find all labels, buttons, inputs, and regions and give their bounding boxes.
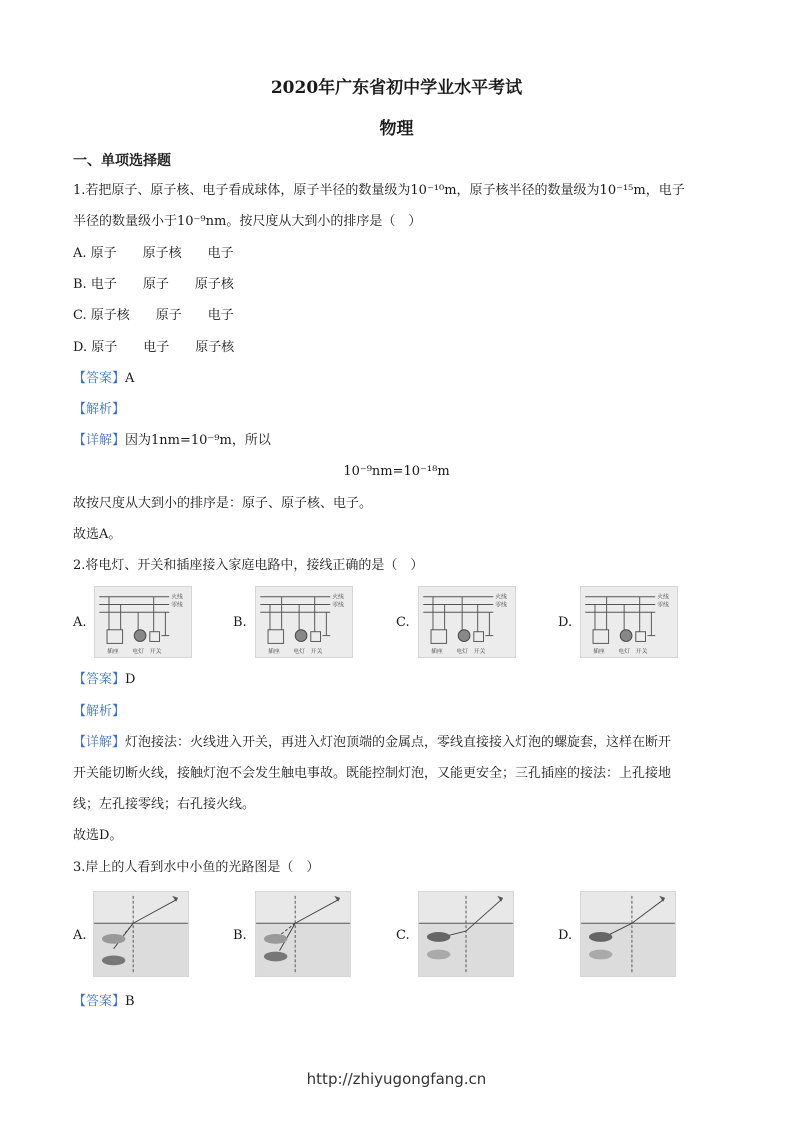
answer-tag: 【答案】 (73, 672, 126, 687)
neutral-wire-label: 零线 (495, 602, 507, 609)
fish-image-icon (102, 934, 125, 944)
neutral-wire-label: 零线 (657, 602, 669, 609)
q2-circuit-figure-b (255, 586, 353, 658)
socket-label: 插座 (593, 649, 605, 656)
socket-label: 插座 (431, 649, 443, 656)
switch-label: 开关 (473, 649, 486, 656)
fish-image-icon (427, 950, 450, 960)
subject-title: 物理 (379, 119, 414, 139)
live-wire-label: 火线 (495, 594, 507, 601)
q2-detail-line3: 线；左孔接零线；右孔接火线。 (73, 797, 256, 812)
socket-label: 插座 (107, 649, 119, 656)
answer-value: B (125, 994, 135, 1009)
neutral-wire-label: 零线 (171, 602, 183, 609)
q1-option-c: C. 原子核 原子 电子 (73, 308, 234, 323)
q2-answer (73, 671, 733, 689)
live-wire-label: 火线 (657, 594, 669, 601)
q1-choose: 故选A。 (73, 527, 122, 542)
q1-stem-line2: 半径的数量级小于10⁻⁹nm。按尺度从大到小的排序是（ ） (73, 214, 422, 229)
q2-circuit-figure-d (580, 586, 678, 658)
switch-label: 开关 (310, 649, 323, 656)
fish-image-icon (589, 950, 612, 960)
q3-stem: 3.岸上的人看到水中小鱼的光路图是（ ） (73, 860, 320, 875)
neutral-wire-label: 零线 (332, 602, 344, 609)
light-path-diagram (419, 892, 513, 976)
live-wire-label: 火线 (171, 594, 183, 601)
q2-option-b-letter: B. (233, 615, 247, 630)
q1-stem-line1: 1.若把原子、原子核、电子看成球体，原子半径的数量级为10⁻¹⁰m，原子核半径的数量级为10⁻¹⁵m，电子 (73, 183, 685, 198)
fish-real-icon (102, 955, 125, 965)
q1-option-a: A. 原子 原子核 电子 (73, 246, 234, 261)
footer-url: http://zhiyugongfang.cn (306, 1070, 487, 1088)
circuit-diagram (419, 587, 515, 657)
light-path-diagram (94, 892, 188, 976)
q2-stem: 2.将电灯、开关和插座接入家庭电路中，接线正确的是（ ） (73, 558, 424, 573)
fish-real-icon (589, 932, 612, 942)
detail-text: 因为1nm=10⁻⁹m，所以 (125, 433, 271, 448)
q3-light-path-figure-d (580, 891, 676, 977)
circuit-diagram (581, 587, 677, 657)
switch-label: 开关 (635, 649, 648, 656)
lamp-label: 电灯 (456, 649, 468, 656)
q3-option-a-letter: A. (73, 928, 87, 943)
q1-formula: 10⁻⁹nm=10⁻¹⁸m (343, 464, 450, 479)
q1-detail (73, 432, 733, 450)
q2-detail-line1 (73, 734, 733, 752)
socket-label: 插座 (268, 649, 280, 656)
section-heading: 一、单项选择题 (73, 153, 171, 169)
q3-light-path-figure-b (255, 891, 351, 977)
q1-option-b: B. 电子 原子 原子核 (73, 277, 234, 292)
q2-analysis-tag: 【解析】 (73, 704, 126, 719)
q3-light-path-figure-c (418, 891, 514, 977)
detail-text: 灯泡接法：火线进入开关，再进入灯泡顶端的金属点，零线直接接入灯泡的螺旋套，这样在断开 (125, 735, 672, 750)
q2-detail-line2: 开关能切断火线，接触灯泡不会发生触电事故。既能控制灯泡，又能更安全；三孔插座的接法：上孔接地 (73, 766, 672, 781)
answer-value: A (125, 371, 135, 386)
q2-circuit-figure-a (94, 586, 192, 658)
q1-analysis-tag: 【解析】 (73, 402, 126, 417)
q1-option-d: D. 原子 电子 原子核 (73, 340, 235, 355)
q3-answer (73, 993, 733, 1011)
lamp-label: 电灯 (618, 649, 630, 656)
answer-value: D (125, 672, 136, 687)
light-path-diagram (581, 892, 675, 976)
fish-real-icon (427, 932, 450, 942)
q3-light-path-figure-a (93, 891, 189, 977)
answer-tag: 【答案】 (73, 371, 126, 386)
answer-tag: 【答案】 (73, 994, 126, 1009)
q1-conclusion: 故按尺度从大到小的排序是：原子、原子核、电子。 (73, 496, 373, 511)
q2-option-d-letter: D. (558, 615, 573, 630)
switch-label: 开关 (149, 649, 162, 656)
q3-option-c-letter: C. (396, 928, 410, 943)
q3-option-b-letter: B. (233, 928, 247, 943)
lamp-label: 电灯 (132, 649, 144, 656)
detail-tag: 【详解】 (73, 433, 126, 448)
lamp-label: 电灯 (293, 649, 305, 656)
detail-tag: 【详解】 (73, 735, 126, 750)
circuit-diagram (256, 587, 352, 657)
q1-answer (73, 370, 733, 388)
live-wire-label: 火线 (332, 594, 344, 601)
q3-option-d-letter: D. (558, 928, 573, 943)
circuit-diagram (95, 587, 191, 657)
q2-option-c-letter: C. (396, 615, 410, 630)
exam-title: 2020年广东省初中学业水平考试 (270, 78, 523, 98)
fish-image-icon (264, 934, 287, 944)
q2-choose: 故选D。 (73, 828, 123, 843)
q2-option-a-letter: A. (73, 615, 87, 630)
fish-real-icon (264, 952, 287, 962)
light-path-diagram (256, 892, 350, 976)
q2-circuit-figure-c (418, 586, 516, 658)
